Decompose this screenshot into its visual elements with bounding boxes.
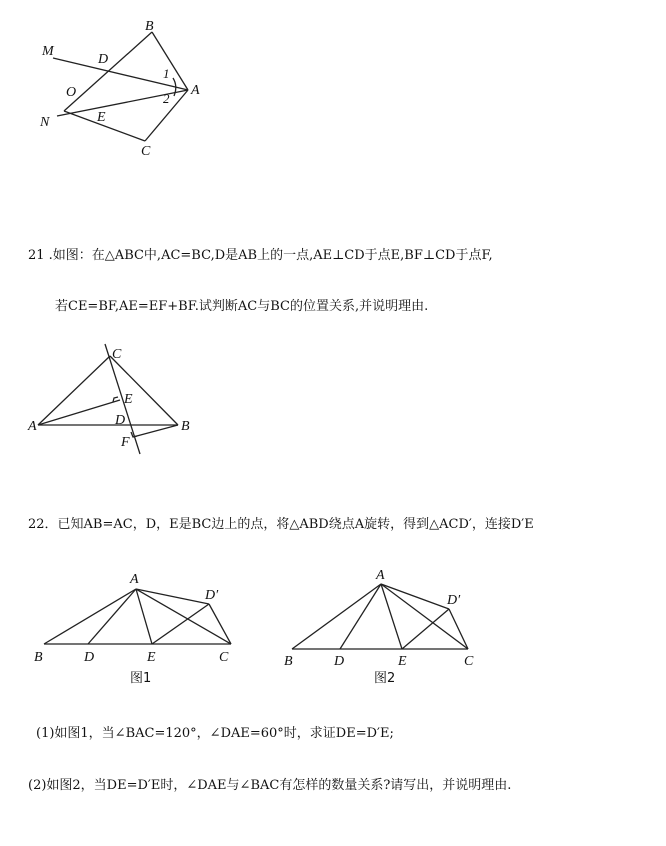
caption-figure-2: 图2 — [374, 671, 396, 686]
q22-part1: (1)如图1，当∠BAC=120°，∠DAE=60°时，求证DE=D′E; — [36, 726, 394, 741]
label-angle-2: 2 — [163, 91, 170, 106]
label-B: B — [34, 650, 43, 665]
label-D-prime: D′ — [205, 588, 219, 603]
label-D: D — [98, 52, 109, 67]
label-C: C — [141, 144, 151, 159]
label-D-prime: D′ — [447, 593, 461, 608]
label-D: D — [115, 413, 126, 428]
label-O: O — [66, 85, 77, 100]
q22-part2: (2)如图2，当DE=D′E时，∠DAE与∠BAC有怎样的数量关系?请写出，并说明理由. — [28, 778, 512, 793]
label-C: C — [219, 650, 229, 665]
caption-figure-1: 图1 — [130, 671, 152, 686]
label-D: D — [334, 654, 345, 669]
label-E: E — [124, 392, 133, 407]
label-E: E — [398, 654, 407, 669]
label-C: C — [112, 347, 122, 362]
label-A: A — [130, 572, 139, 587]
label-E: E — [97, 110, 106, 125]
label-C: C — [464, 654, 474, 669]
label-B: B — [284, 654, 293, 669]
label-M: M — [42, 44, 54, 59]
label-A: A — [28, 419, 37, 434]
label-B: B — [181, 419, 190, 434]
label-A: A — [376, 568, 385, 583]
q21-line2: 若CE=BF,AE=EF+BF.试判断AC与BC的位置关系,并说明理由. — [55, 299, 429, 314]
label-E: E — [147, 650, 156, 665]
label-A: A — [191, 83, 200, 98]
q22-stem: 22．已知AB=AC，D，E是BC边上的点，将△ABD绕点A旋转，得到△ACD′，连接D′E — [28, 517, 534, 532]
label-D: D — [84, 650, 95, 665]
q21-line1: 21 .如图：在△ABC中,AC=BC,D是AB上的一点,AE⊥CD于点E,BF⊥CD于点F, — [28, 248, 493, 263]
label-N: N — [40, 115, 50, 130]
label-F: F — [121, 435, 130, 450]
label-B: B — [145, 19, 154, 34]
label-angle-1: 1 — [163, 66, 170, 81]
